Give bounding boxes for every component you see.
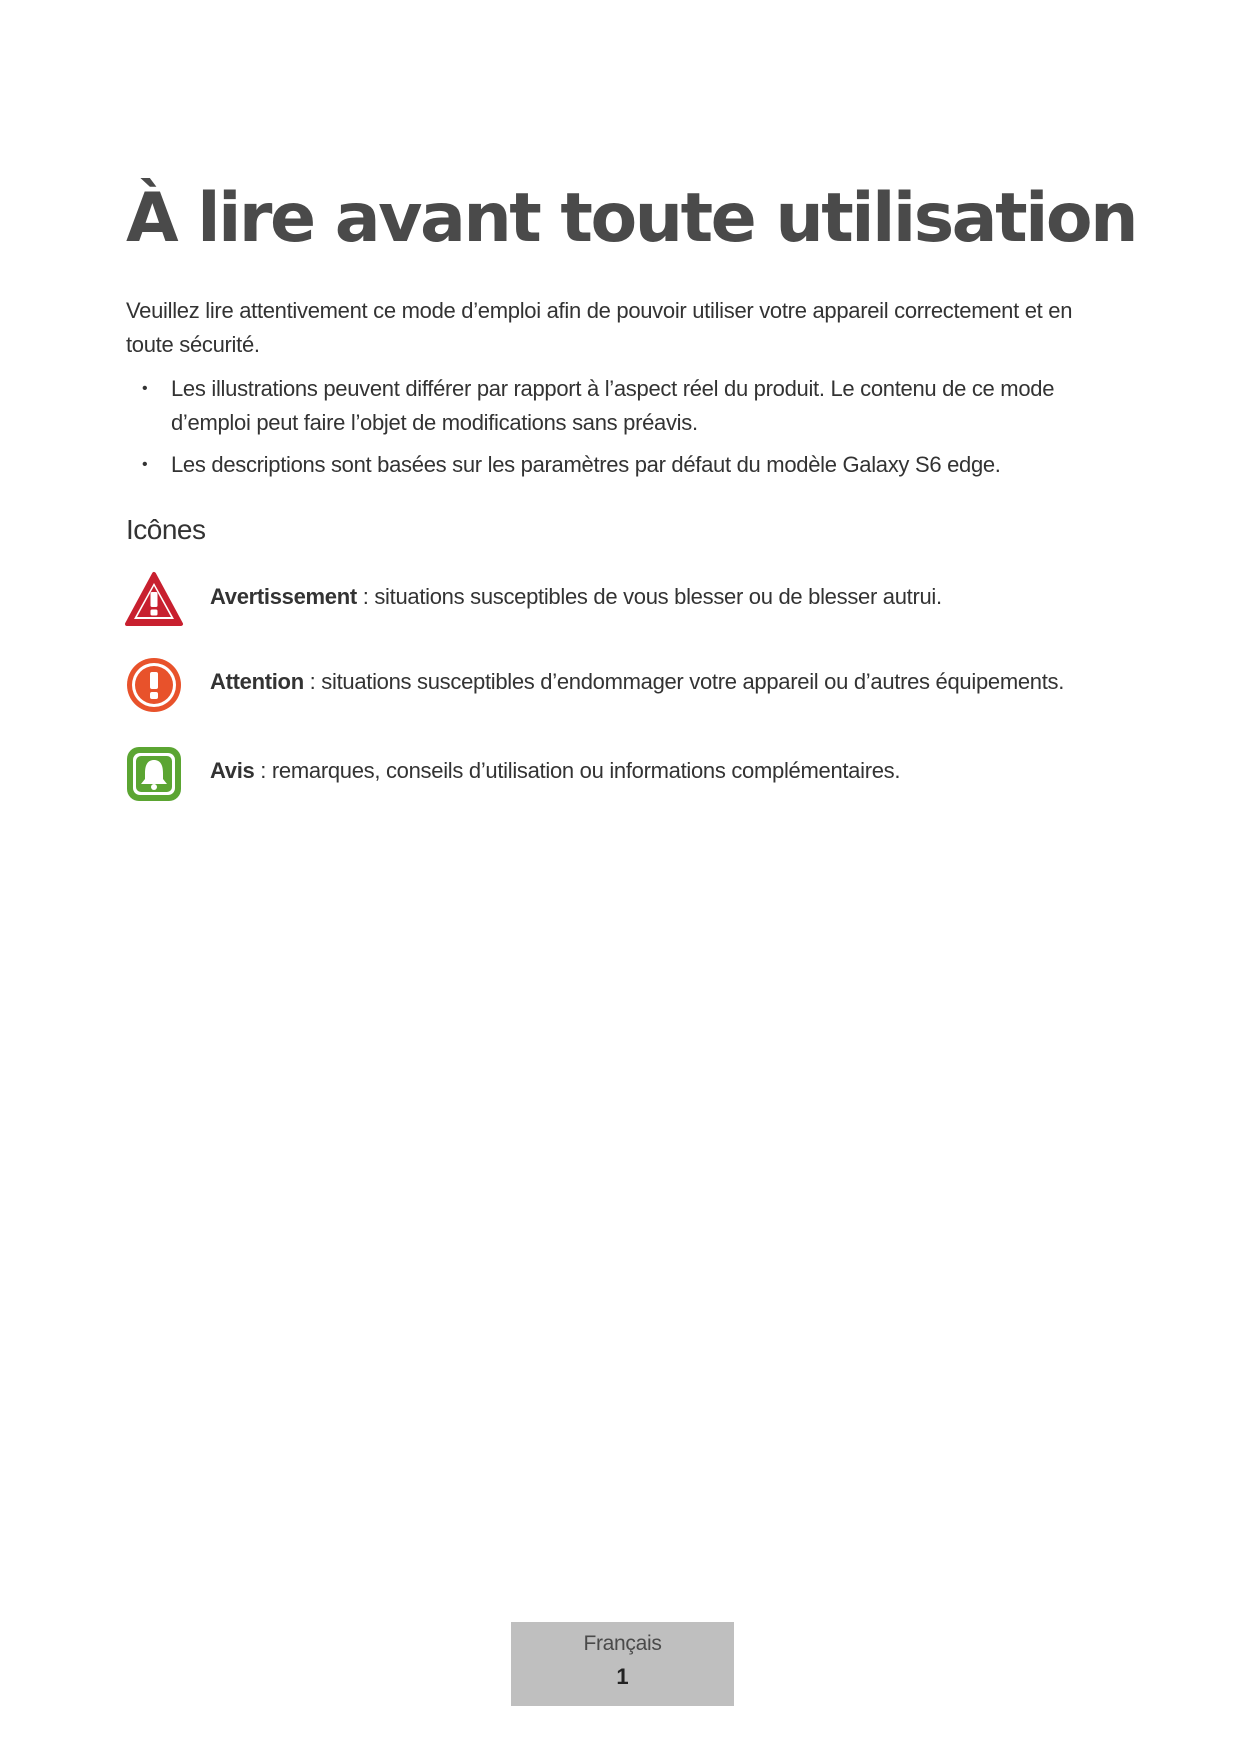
icon-row-attention: [124, 655, 1164, 715]
intro-paragraph: Veuillez lire attentivement ce mode d’emploi afin de pouvoir utiliser votre appareil correctement et en toute sécurité.: [126, 298, 1073, 357]
section-heading-icons: Icônes: [126, 514, 206, 545]
icon-description: [210, 584, 942, 610]
icon-label-warning: Avertissement: [210, 584, 357, 609]
icon-row-warning: [124, 570, 1164, 630]
icon-row-notice: [124, 744, 1164, 804]
page-footer: [511, 1622, 734, 1706]
bullet-dot: •: [142, 380, 148, 397]
bullet-text: Les descriptions sont basées sur les paramètres par défaut du modèle Galaxy S6 edge.: [171, 452, 1001, 477]
bullet-dot: •: [142, 456, 148, 473]
page-number: 1: [616, 1664, 629, 1689]
icon-description: [210, 669, 1064, 695]
icon-description: [210, 758, 900, 784]
icon-text-attention: : situations susceptibles d’endommager votre appareil ou d’autres équipements.: [303, 669, 1065, 694]
icon-label-notice: Avis: [210, 758, 255, 783]
bullet-text: Les illustrations peuvent différer par rapport à l’aspect réel du produit. Le contenu de ce mode d’emploi peut faire l’objet de modifications sans préavis.: [171, 376, 1055, 435]
list-item: [126, 372, 1126, 440]
caution-circle-icon: [124, 655, 184, 715]
icon-label-attention: Attention: [210, 669, 304, 694]
footer-language: Français: [583, 1632, 662, 1655]
icon-text-warning: : situations susceptibles de vous blesser ou de blesser autrui.: [356, 584, 942, 609]
page-title: À lire avant toute utilisation: [126, 179, 1137, 258]
list-item: [126, 448, 1126, 482]
bell-note-icon: [124, 744, 184, 804]
bullet-list: [126, 372, 1126, 490]
warning-triangle-icon: [124, 570, 184, 630]
icon-text-notice: : remarques, conseils d’utilisation ou informations complémentaires.: [254, 758, 901, 783]
